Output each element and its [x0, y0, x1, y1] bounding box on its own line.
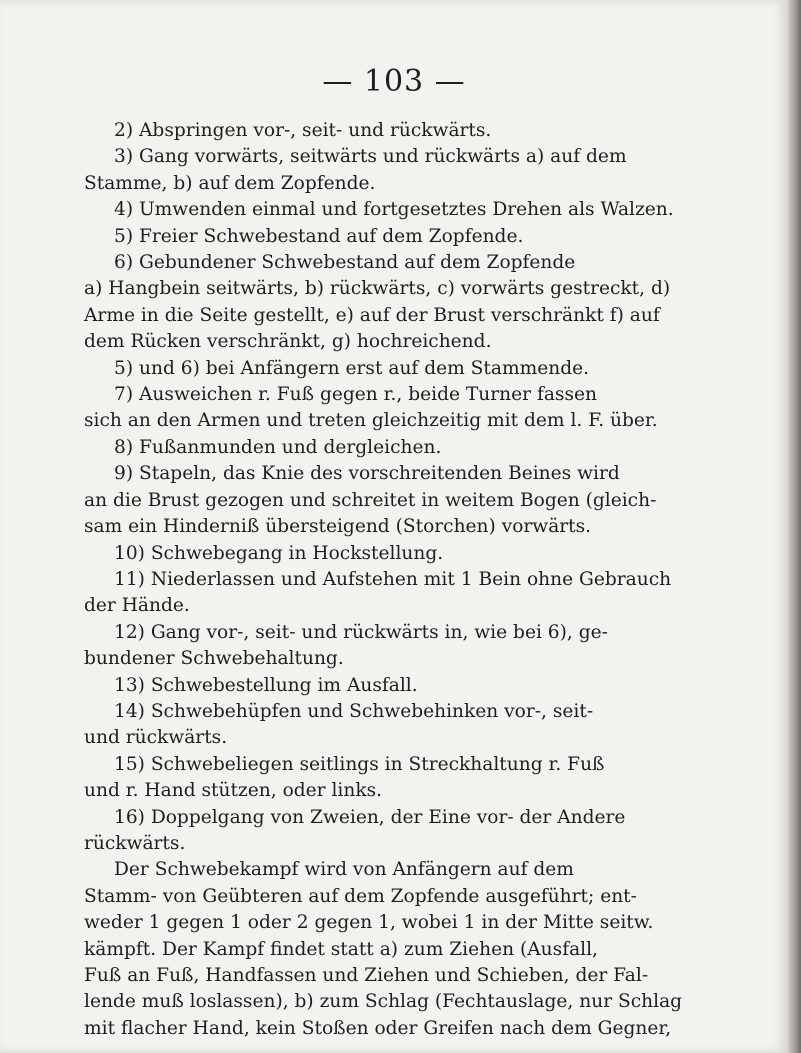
- text-line: Stamm- von Geübteren auf dem Zopfende ausgeführt; ent-: [84, 885, 637, 907]
- text-line: an die Brust gezogen und schreitet in weitem Bogen (gleich-: [84, 489, 657, 511]
- text-line: kämpft. Der Kampf findet statt a) zum Ziehen (Ausfall,: [84, 938, 598, 960]
- text-line: 12) Gang vor-, seit- und rückwärts in, wie bei 6), ge-: [114, 621, 608, 643]
- text-line: Fuß an Fuß, Handfassen und Ziehen und Schieben, der Fal-: [84, 965, 649, 986]
- text-line: Der Schwebekampf wird von Anfängern auf dem: [114, 859, 574, 881]
- text-line: sam ein Hinderniß übersteigend (Storchen) vorwärts.: [84, 516, 592, 538]
- text-line: 6) Gebundener Schwebestand auf dem Zopfende: [114, 252, 576, 274]
- text-line: 2) Abspringen vor-, seit- und rückwärts.: [114, 120, 492, 141]
- text-line: Arme in die Seite gestellt, e) auf der Brust verschränkt f) auf: [84, 304, 660, 326]
- text-line: mit flacher Hand, kein Stoßen oder Greifen nach dem Gegner,: [84, 1017, 672, 1039]
- text-line: der Hände.: [84, 595, 190, 617]
- text-line: 9) Stapeln, das Knie des vorschreitenden Beines wird: [114, 463, 620, 485]
- text-line: bundener Schwebehaltung.: [84, 648, 344, 670]
- text-line: 5) Freier Schwebestand auf dem Zopfende.: [114, 225, 524, 247]
- text-line: weder 1 gegen 1 oder 2 gegen 1, wobei 1 in der Mitte seitw.: [84, 912, 654, 934]
- text-line: Stamme, b) auf dem Zopfende.: [84, 172, 376, 194]
- text-line: dem Rücken verschränkt, g) hochreichend.: [84, 331, 492, 353]
- text-line: rückwärts.: [84, 832, 186, 854]
- text-line: 16) Doppelgang von Zweien, der Eine vor- der Andere: [114, 806, 626, 828]
- text-line: 13) Schwebestellung im Ausfall.: [114, 674, 418, 696]
- page-edge-shadow: [788, 0, 801, 1053]
- text-line: 7) Ausweichen r. Fuß gegen r., beide Turner fassen: [114, 384, 597, 406]
- text-line: 5) und 6) bei Anfängern erst auf dem Stammende.: [114, 357, 590, 379]
- text-line: 10) Schwebegang in Hockstellung.: [114, 542, 444, 564]
- page-body: [84, 118, 768, 1042]
- text-line: lende muß loslassen), b) zum Schlag (Fechtauslage, nur Schlag: [84, 991, 683, 1013]
- text-line: 4) Umwenden einmal und fortgesetztes Drehen als Walzen.: [114, 199, 674, 221]
- text-line: und r. Hand stützen, oder links.: [84, 780, 383, 802]
- text-line: 11) Niederlassen und Aufstehen mit 1 Bein ohne Gebrauch: [114, 568, 672, 590]
- text-line: 8) Fußanmunden und dergleichen.: [114, 436, 442, 458]
- text-line: sich an den Armen und treten gleichzeitig mit dem l. F. über.: [84, 410, 658, 432]
- text-line: 15) Schwebeliegen seitlings in Streckhaltung r. Fuß: [114, 753, 605, 775]
- text-line: 3) Gang vorwärts, seitwärts und rückwärts a) auf dem: [114, 146, 627, 168]
- page-number: — 103 —: [322, 64, 466, 99]
- text-line: und rückwärts.: [84, 727, 228, 749]
- text-line: 14) Schwebehüpfen und Schwebehinken vor-, seit-: [114, 700, 594, 722]
- text-line: a) Hangbein seitwärts, b) rückwärts, c) vorwärts gestreckt, d): [84, 278, 671, 300]
